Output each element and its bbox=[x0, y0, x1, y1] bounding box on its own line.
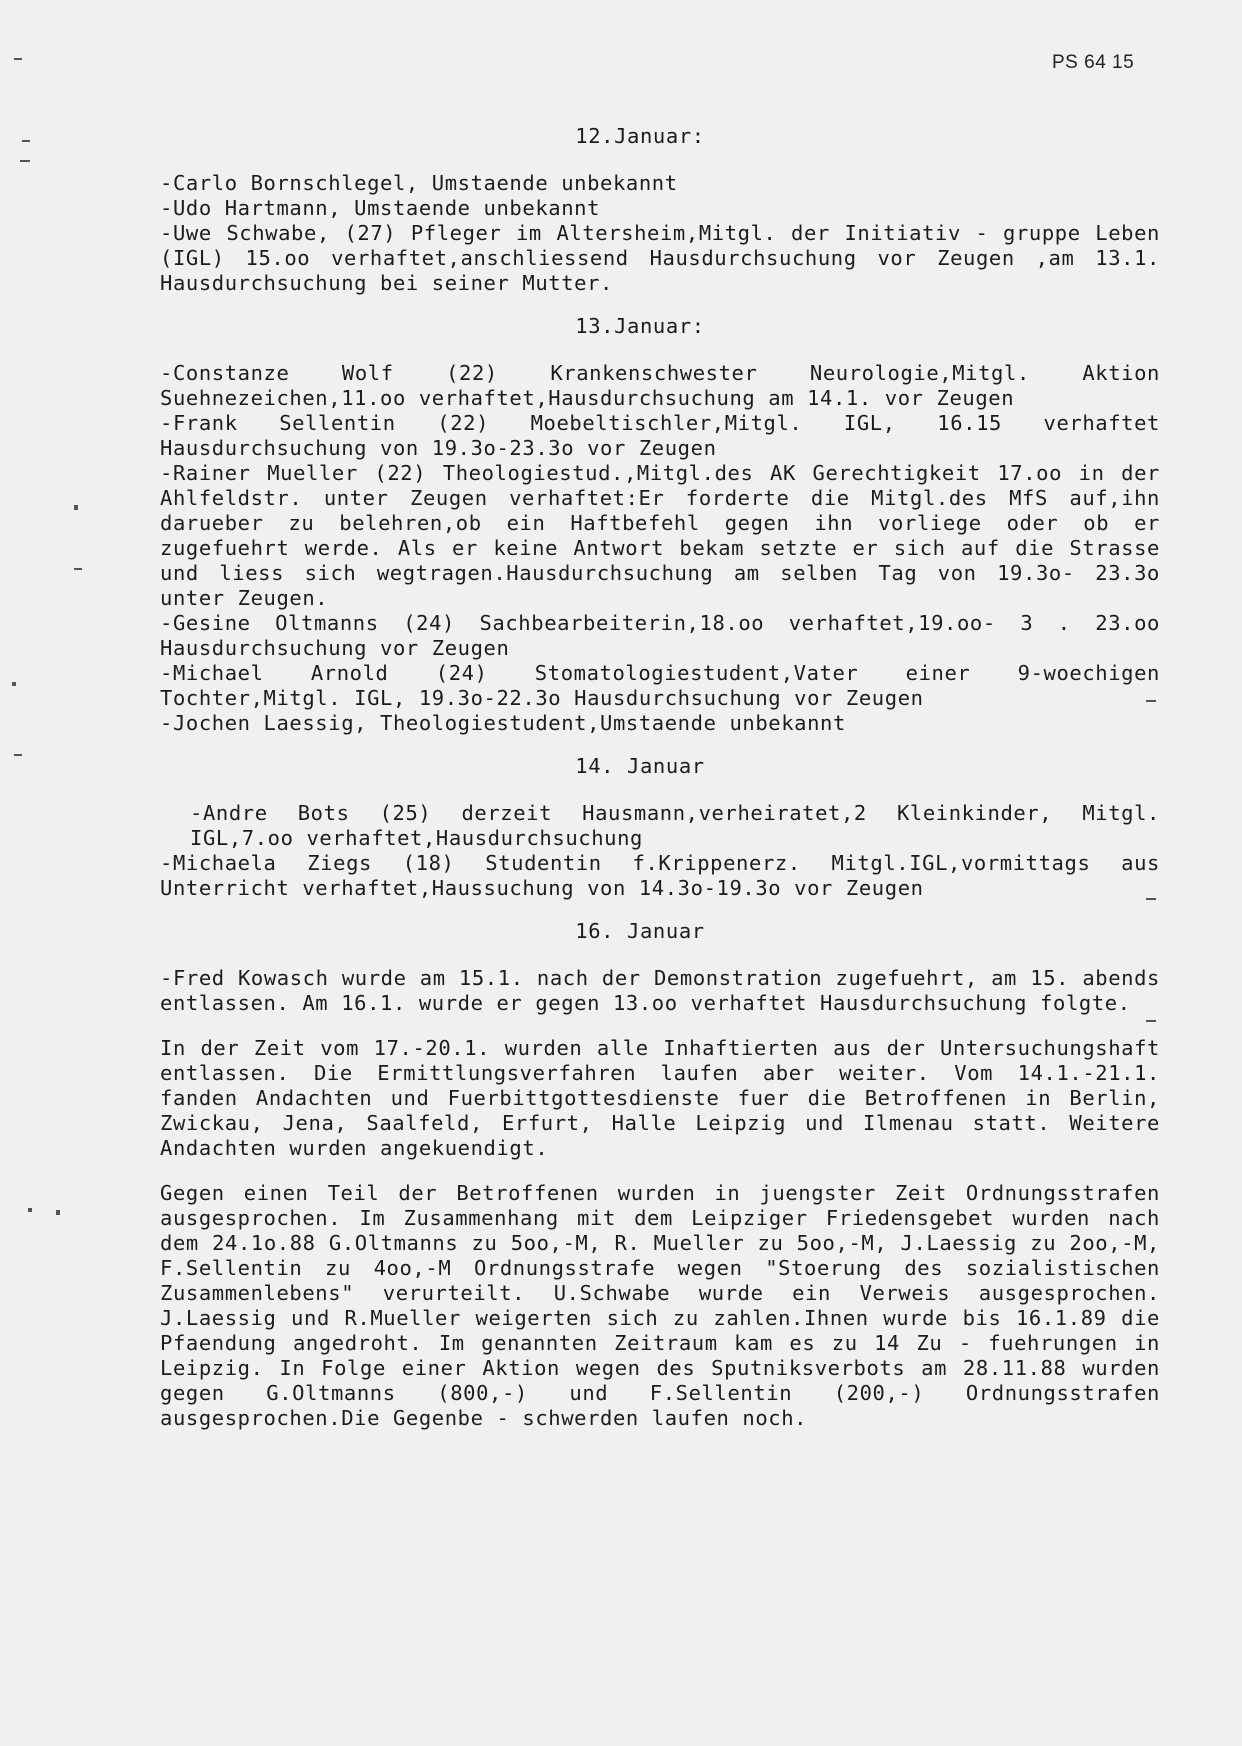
entry: -Uwe Schwabe, (27) Pfleger im Altersheim,Mitgl. der Initiativ - gruppe Leben (IGL) 15.oo verhaftet,anschliessend Hausdurchsuchung vor Zeugen ,am 13.1. Hausdurchsuchung bei seiner Mutter. bbox=[160, 221, 1160, 295]
section-heading: 12.Januar: bbox=[575, 124, 705, 148]
section-13-januar bbox=[160, 314, 1160, 736]
entry: -Gesine Oltmanns (24) Sachbearbeiterin,18.oo verhaftet,19.oo- 3 . 23.oo Hausdurchsuchung vor Zeugen bbox=[160, 611, 1160, 660]
section-heading: 14. Januar bbox=[575, 754, 705, 778]
entry: -Frank Sellentin (22) Moebeltischler,Mitgl. IGL, 16.15 verhaftet Hausdurchsuchung von 19.3o-23.3o vor Zeugen bbox=[160, 411, 1160, 460]
entry: -Michael Arnold (24) Stomatologiestudent,Vater einer 9-woechigen Tochter,Mitgl. IGL, 19.3o-22.3o Hausdurchsuchung vor Zeugen bbox=[160, 661, 1160, 710]
entry: -Michaela Ziegs (18) Studentin f.Krippenerz. Mitgl.IGL,vormittags aus Unterricht verhaftet,Haussuchung von 14.3o-19.3o vor Zeugen bbox=[160, 851, 1160, 900]
paragraph-release: In der Zeit vom 17.-20.1. wurden alle Inhaftierten aus der Untersuchungshaft entlassen. Die Ermittlungsverfahren laufen aber weiter. Vom 14.1.-21.1. fanden Andachten und Fuerbittgottesdienste fuer die Betroffenen in Berlin, Zwickau, Jena, Saalfeld, Erfurt, Halle Leipzig und Ilmenau statt. Weitere Andachten wurden angekuendigt. bbox=[160, 1036, 1160, 1160]
entry: -Fred Kowasch wurde am 15.1. nach der Demonstration zugefuehrt, am 15. abends entlassen. Am 16.1. wurde er gegen 13.oo verhaftet Hausdurchsuchung folgte. bbox=[160, 966, 1160, 1015]
scan-mark bbox=[20, 160, 30, 162]
paragraph-penalties: Gegen einen Teil der Betroffenen wurden in juengster Zeit Ordnungsstrafen ausgesprochen. Im Zusammenhang mit dem Leipziger Friedensgebet wurden nach dem 24.1o.88 G.Oltmanns zu 5oo,-M, R. Mueller zu 5oo,-M, J.Laessig zu 2oo,-M, F.Sellentin zu 4oo,-M Ordnungsstrafe wegen "Stoerung des sozialistischen Zusammenlebens" verurteilt. U.Schwabe wurde ein Verweis ausgesprochen. J.Laessig und R.Mueller weigerten sich zu zahlen.Ihnen wurde bis 16.1.89 die Pfaendung angedroht. Im genannten Zeitraum kam es zu 14 Zu - fuehrungen in Leipzig. In Folge einer Aktion wegen des Sputniksverbots am 28.11.88 wurden gegen G.Oltmanns (800,-) und F.Sellentin (200,-) Ordnungsstrafen ausgesprochen.Die Gegenbe - schwerden laufen noch. bbox=[160, 1181, 1160, 1430]
scan-mark bbox=[56, 1210, 60, 1215]
page-number: PS 64 15 bbox=[1052, 52, 1135, 73]
section-12-januar bbox=[160, 124, 1160, 296]
document-body bbox=[160, 124, 1160, 1431]
scan-mark bbox=[1146, 898, 1156, 900]
scan-mark bbox=[74, 505, 78, 510]
scan-mark bbox=[74, 568, 82, 570]
scan-mark bbox=[1146, 700, 1156, 702]
entry: -Constanze Wolf (22) Krankenschwester Neurologie,Mitgl. Aktion Suehnezeichen,11.oo verhaftet,Hausdurchsuchung am 14.1. vor Zeugen bbox=[160, 361, 1160, 410]
section-14-januar bbox=[160, 754, 1160, 901]
scan-mark bbox=[14, 754, 22, 756]
section-heading: 16. Januar bbox=[575, 919, 705, 943]
section-heading: 13.Januar: bbox=[575, 314, 705, 338]
entry: -Carlo Bornschlegel, Umstaende unbekannt bbox=[160, 171, 678, 195]
entry: -Jochen Laessig, Theologiestudent,Umstaende unbekannt bbox=[160, 711, 846, 735]
section-16-januar bbox=[160, 919, 1160, 1016]
entry: -Udo Hartmann, Umstaende unbekannt bbox=[160, 196, 601, 220]
scan-mark bbox=[14, 58, 22, 60]
scan-mark bbox=[12, 682, 16, 686]
scan-mark bbox=[28, 1208, 32, 1212]
entry: -Rainer Mueller (22) Theologiestud.,Mitgl.des AK Gerechtigkeit 17.oo in der Ahlfeldstr. unter Zeugen verhaftet:Er forderte die Mitgl.des MfS auf,ihn darueber zu belehren,ob ein Haftbefehl gegen ihn vorliege oder ob er zugefuehrt werde. Als er keine Antwort bekam setzte er sich auf die Strasse und liess sich wegtragen.Hausdurchsuchung am selben Tag von 19.3o- 23.3o unter Zeugen. bbox=[160, 461, 1160, 610]
entry: -Andre Bots (25) derzeit Hausmann,verheiratet,2 Kleinkinder, Mitgl. IGL,7.oo verhaftet,Hausdurchsuchung bbox=[190, 801, 1160, 850]
scan-mark bbox=[1146, 1020, 1156, 1022]
scan-mark bbox=[22, 140, 30, 142]
